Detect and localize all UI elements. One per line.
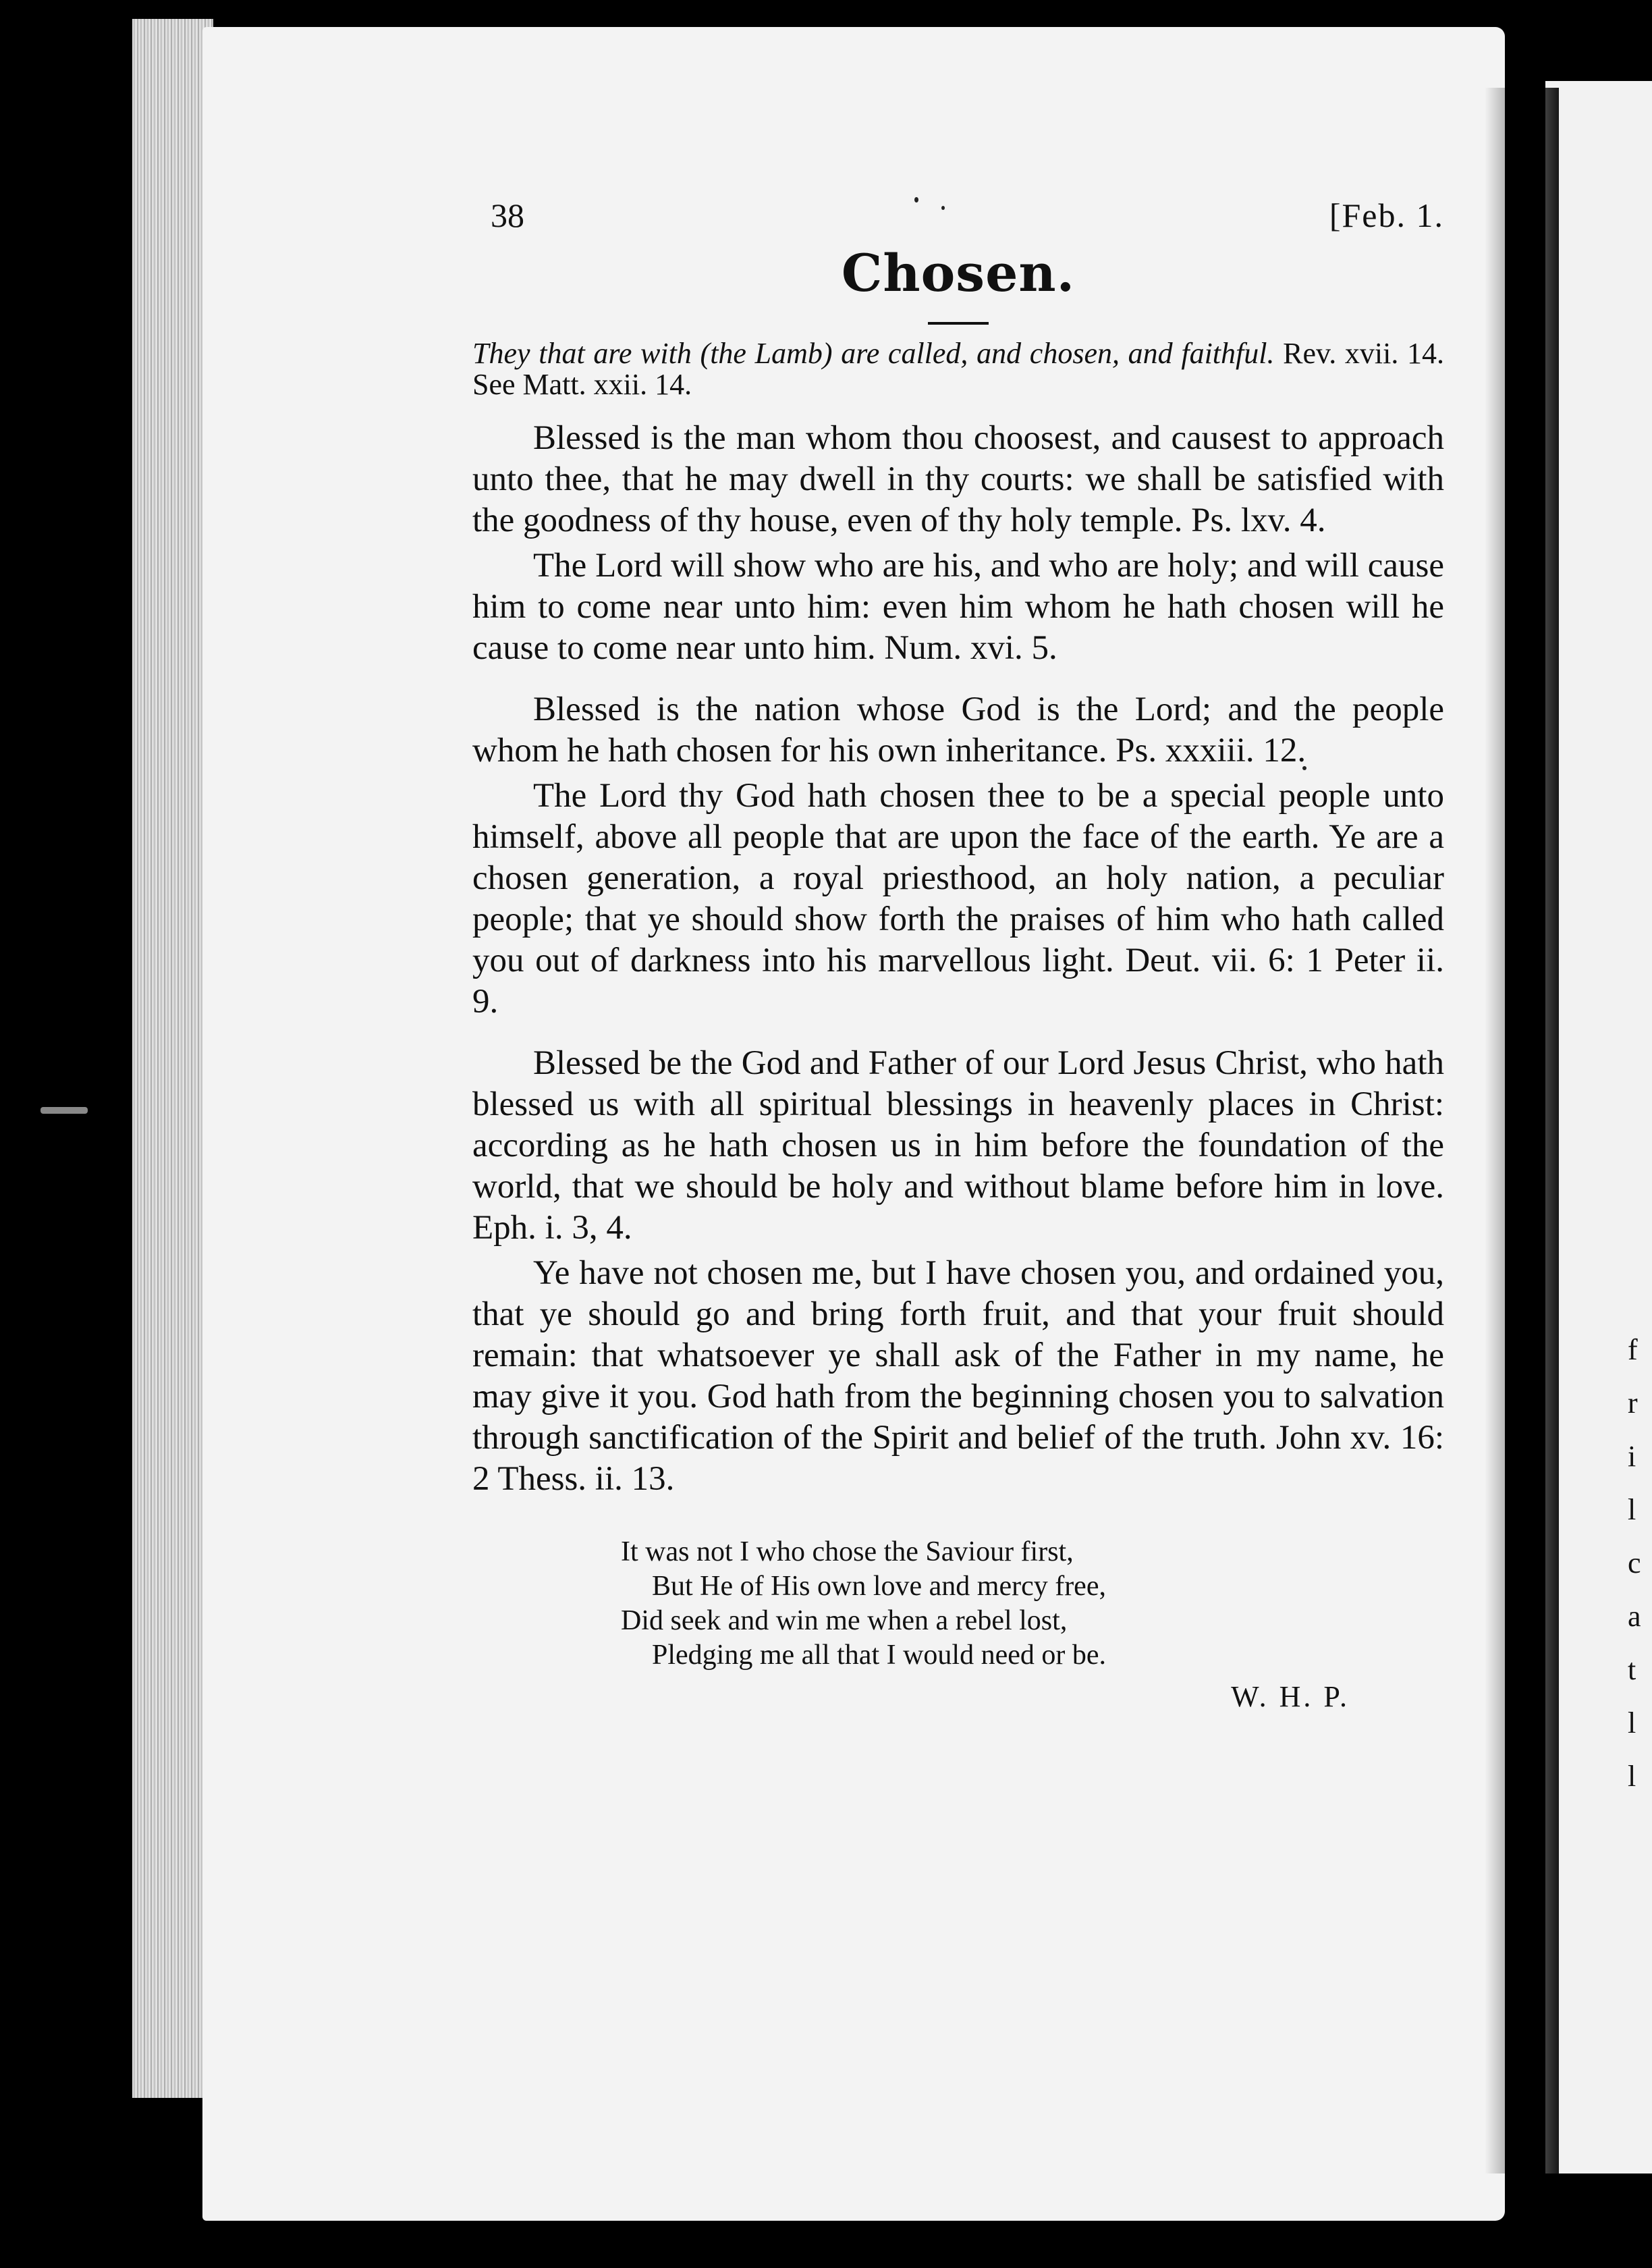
gutter-shadow [1485,88,1559,2174]
page-number: 38 [491,196,524,234]
next-page-letter: l [1628,1493,1636,1526]
page-title: Chosen. [841,243,1076,303]
epigraph-text: They that are with (the Lamb) are called, and chosen, and faithful. [472,337,1275,370]
next-page-letter: t [1628,1653,1636,1686]
page-edges [132,19,213,2098]
scripture-paragraph: Ye have not chosen me, but I have chosen you, and ordained you, that ye should go and bring forth fruit, and that your fruit should remain: that whatsoever ye shall ask of the Father in my name, he may give it you. God hath from the beginning chosen you to salvation through sanctification of the Spirit and belief of the truth. John xv. 16: 2 Thess. ii. 13. [472,1254,1444,1498]
next-page [1545,81,1652,2174]
title-rule [928,322,989,325]
verse-line: It was not I who chose the Saviour first, [621,1536,1074,1567]
verse-line: Did seek and win me when a rebel lost, [621,1605,1068,1636]
page-content [472,189,1444,1714]
epigraph-reference: Rev. xvii. 14. See Matt. xxii. 14. [472,337,1445,401]
next-page-letters [1628,1323,1652,1803]
page-header [472,189,1444,263]
scan-speck [40,1107,88,1114]
scripture-paragraph: The Lord will show who are his, and who are holy; and will cause him to come near unto him: even him whom he hath chosen will he cause to come near unto him. Num. xvi. 5. [472,547,1444,667]
poem-signature: W. H. P. [1231,1680,1350,1713]
next-page-letter: l [1628,1760,1636,1793]
next-page-letter: r [1628,1386,1638,1420]
scripture-paragraph: Blessed be the God and Father of our Lord Jesus Christ, who hath blessed us with all spiritual blessings in heavenly places in Christ: according as he hath chosen us in him before the foundation of the world, that we should be holy and without blame before him in love. Eph. i. 3, 4. [472,1044,1444,1247]
scripture-paragraph: Blessed is the man whom thou choosest, and causest to approach unto thee, that he may dwell in thy courts: we shall be satisfied with the goodness of thy house, even of thy holy temple. Ps. lxv. 4. [472,419,1444,539]
running-date: [Feb. 1. [1329,196,1444,234]
scripture-paragraph: Blessed is the nation whose God is the Lord; and the people whom he hath chosen for his own inheritance. Ps. xxxiii. 12. [472,691,1444,770]
next-page-letter: i [1628,1440,1636,1473]
poem-verse [621,1535,1444,1673]
scripture-paragraph: The Lord thy God hath chosen thee to be a special people unto himself, above all people that are upon the face of the earth. Ye are a chosen generation, a royal priesthood, an holy nation, a peculiar people; that ye should show forth the praises of him who hath called you out of darkness into his marvellous light. Deut. vii. 6: 1 Peter ii. 9. [472,777,1444,1021]
next-page-letter: c [1628,1546,1641,1580]
next-page-letter: a [1628,1600,1641,1633]
verse-line: But He of His own love and mercy free, [652,1571,1106,1602]
next-page-letter: f [1628,1333,1638,1366]
next-page-letter: l [1628,1706,1636,1739]
verse-line: Pledging me all that I would need or be. [652,1640,1107,1671]
epigraph [472,338,1444,400]
